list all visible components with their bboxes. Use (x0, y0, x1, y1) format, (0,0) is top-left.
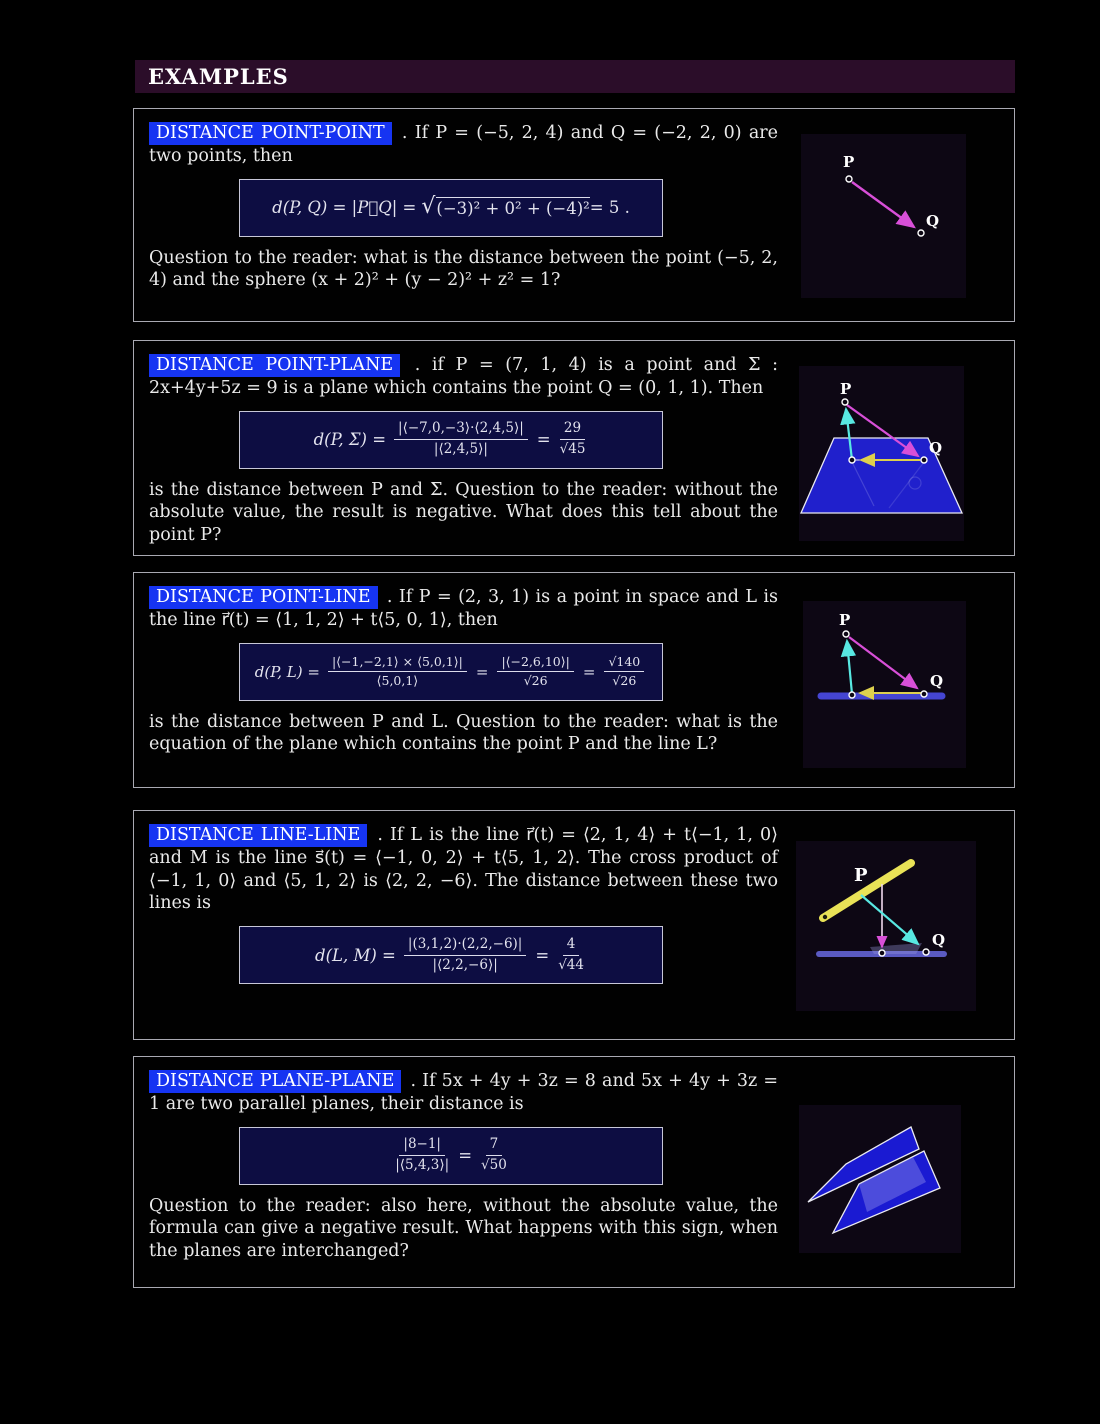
point-q-label: Q (929, 439, 943, 457)
box-content (134, 811, 794, 984)
perpendicular-arrow (847, 641, 852, 694)
intro-paragraph (149, 122, 778, 168)
intro-paragraph (149, 1070, 778, 1116)
point-q-dot (923, 949, 929, 955)
equals-sign: = (475, 662, 489, 681)
question-text: is the distance between P and L. Question to the reader: what is the equation of the plane which contains the point P and the line L? (149, 711, 778, 755)
point-p-dot (843, 631, 849, 637)
fraction-denominator: |⟨5,4,3⟩| (395, 1157, 450, 1173)
fraction-denominator: √50 (481, 1157, 507, 1173)
formula-box-line-line (239, 926, 663, 984)
line-l-end-dot (823, 915, 827, 919)
fraction-dot-product (404, 936, 526, 974)
fraction-result (481, 1136, 507, 1174)
reflection-shape (870, 943, 922, 954)
sqrt-sign: √ (421, 194, 436, 219)
fraction-result (604, 654, 644, 690)
diagram-point-line (803, 601, 966, 768)
fraction-denominator: √44 (558, 956, 584, 973)
fraction-numerator: 7 (486, 1136, 503, 1156)
fraction-denominator: |⟨2,2,−6⟩| (432, 956, 498, 973)
formula-box-point-point (239, 179, 663, 237)
title-chip-line-line: DISTANCE LINE-LINE (149, 824, 367, 847)
fraction-intermediate (497, 654, 573, 690)
intro-paragraph (149, 586, 778, 632)
box-content (134, 109, 794, 292)
point-p-dot (846, 176, 852, 182)
point-p-label: P (843, 153, 855, 171)
equals-sign: = (535, 945, 550, 965)
fraction-denominator: |⟨2,4,5⟩| (433, 441, 488, 457)
intro-text: . If P = (−5, 2, 4) and Q = (−2, 2, 0) are two points, then (149, 123, 778, 166)
box-content (134, 1057, 794, 1263)
fraction-denominator: ⟨5,0,1⟩ (376, 673, 419, 688)
title-chip-point-line: DISTANCE POINT-LINE (149, 586, 378, 609)
diagram-plane-plane (799, 1105, 961, 1253)
fraction-numerator: |8−1| (399, 1136, 445, 1156)
box-content (134, 341, 794, 547)
fraction-denominator: √45 (559, 441, 586, 457)
point-q-label: Q (926, 212, 940, 230)
intro-paragraph (149, 824, 778, 915)
formula-lhs: d(L, M) = (315, 945, 396, 965)
formula-lhs: d(P, L) = (254, 662, 320, 681)
fraction-result (558, 936, 584, 974)
fraction-numerator: |⟨−7,0,−3⟩·⟨2,4,5⟩| (394, 420, 528, 440)
example-box-line-line (133, 810, 1015, 1040)
example-box-point-point (133, 108, 1015, 322)
box-content (134, 573, 794, 756)
equals-sign: = (582, 662, 596, 681)
pq-vector-arrow (852, 182, 914, 227)
foot-point-dot (849, 692, 855, 698)
point-p-label: P (840, 380, 852, 398)
point-q-label: Q (932, 931, 946, 949)
equals-sign: = (458, 1146, 473, 1165)
sqrt-radicand: (−3)² + 0² + (−4)² (436, 199, 590, 218)
point-p-label: P (854, 865, 868, 886)
fraction-numerator: √140 (604, 654, 644, 672)
page-title: EXAMPLES (148, 64, 289, 89)
equals-sign: = (536, 430, 551, 449)
formula-lhs: d(P, Σ) = (313, 430, 387, 449)
connecting-vector-arrow (861, 895, 918, 944)
formula-box-point-plane (239, 411, 663, 469)
title-chip-point-point: DISTANCE POINT-POINT (149, 122, 392, 145)
point-p-label: P (839, 611, 851, 629)
formula-box-point-line (239, 643, 663, 701)
intro-paragraph (149, 354, 778, 400)
point-q-label: Q (930, 672, 944, 690)
example-box-plane-plane (133, 1056, 1015, 1288)
fraction-denominator: √26 (612, 673, 637, 688)
diagram-point-plane (799, 366, 964, 541)
intro-text: . If P = (2, 3, 1) is a point in space and L is the line r⃗(t) = ⟨1, 1, 2⟩ + t⟨5, 0, 1⟩, then (149, 587, 778, 630)
example-box-point-line (133, 572, 1015, 788)
pq-vector-arrow (849, 637, 917, 688)
intro-text: . if P = (7, 1, 4) is a point and Σ : 2x+4y+5z = 9 is a plane which contains the point Q = (0, 1, 1). Then (149, 355, 779, 398)
question-text: Question to the reader: what is the distance between the point (−5, 2, 4) and the sphere (x + 2)² + (y − 2)² + z² = 1? (149, 247, 778, 291)
fraction-numerator: 4 (563, 936, 580, 956)
fraction-cross-product (328, 654, 467, 690)
intro-text: . If L is the line r⃗(t) = ⟨2, 1, 4⟩ + t⟨−1, 1, 0⟩ and M is the line s⃗(t) = ⟨−1, 0, 2⟩ + t⟨5, 1, 2⟩. The cross product of ⟨−1, 1, 0⟩ and ⟨5, 1, 2⟩ is ⟨2, 2, −6⟩. The distance between these two lines is (149, 825, 778, 914)
diagram-point-point (801, 134, 966, 298)
fraction-difference (395, 1136, 449, 1174)
intro-text: . If 5x + 4y + 3z = 8 and 5x + 4y + 3z = 1 are two parallel planes, their distance is (149, 1071, 779, 1114)
point-q-dot (918, 230, 924, 236)
point-q-dot (921, 691, 927, 697)
examples-header-bar (135, 60, 1015, 93)
point-p-dot (842, 399, 848, 405)
title-chip-plane-plane: DISTANCE PLANE-PLANE (149, 1070, 401, 1093)
example-box-point-plane (133, 340, 1015, 556)
formula-box-plane-plane (239, 1127, 663, 1185)
foot-point-dot (849, 457, 855, 463)
question-text: is the distance between P and Σ. Question to the reader: without the absolute value, the result is negative. What does this tell about the point P? (149, 479, 778, 545)
fraction-result (560, 420, 586, 458)
formula-lhs: d(P, Q) = |P⃗Q| = (272, 198, 417, 217)
diagram-line-line (796, 841, 976, 1011)
title-chip-point-plane: DISTANCE POINT-PLANE (149, 354, 400, 377)
point-q-dot (921, 457, 927, 463)
fraction-dot-product (394, 420, 528, 458)
fraction-numerator: |⟨−2,6,10⟩| (497, 654, 573, 672)
fraction-numerator: |(3,1,2)·(2,2,−6)| (404, 936, 526, 956)
fraction-denominator: √26 (523, 673, 548, 688)
fraction-numerator: 29 (560, 420, 585, 440)
formula-rhs: = 5 . (589, 198, 630, 217)
question-text: Question to the reader: also here, without the absolute value, the formula can give a negative result. What happens with this sign, when the planes are interchanged? (149, 1195, 778, 1261)
foot-point-dot (879, 950, 885, 956)
fraction-numerator: |⟨−1,−2,1⟩ × ⟨5,0,1⟩| (328, 654, 467, 672)
